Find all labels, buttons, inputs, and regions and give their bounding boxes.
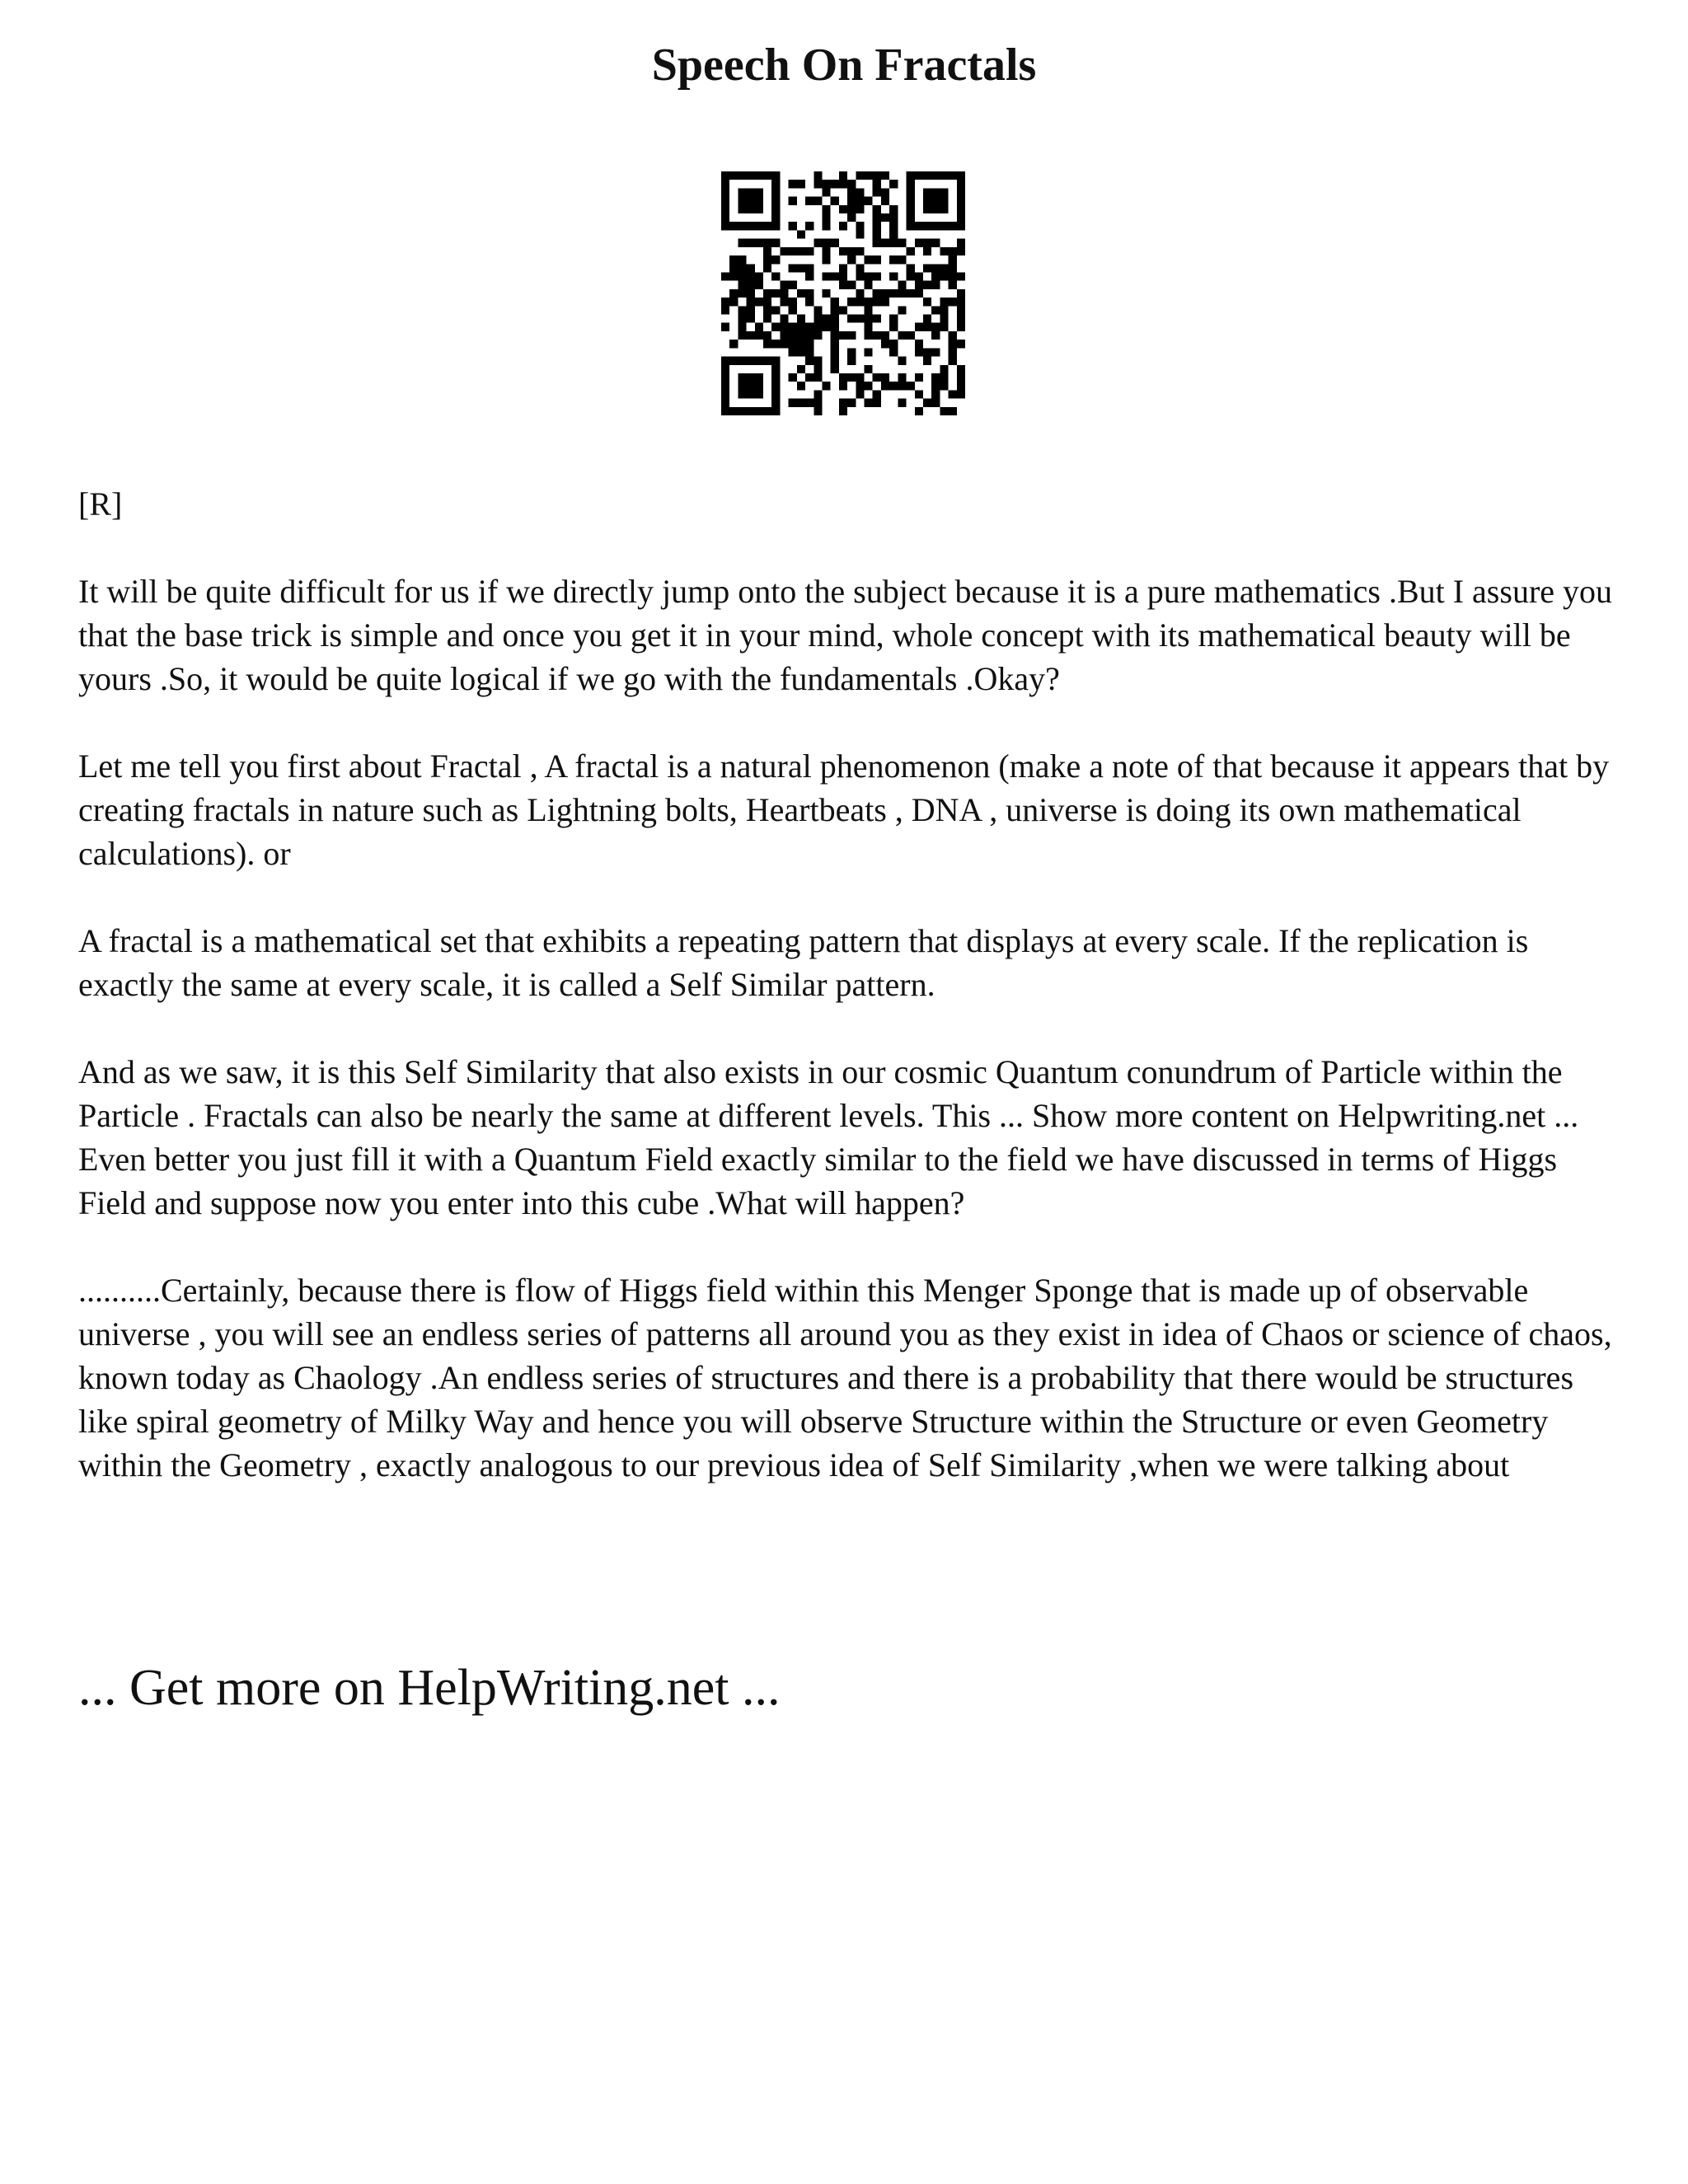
- paragraph: Even better you just fill it with a Quantum Field exactly similar to the field we have discussed in terms of Higgs Field and suppose now you enter into this cube .What will happen?: [78, 1141, 1558, 1221]
- paragraph: A fractal is a mathematical set that exhibits a repeating pattern that displays at every scale. If the replication is exactly the same at every scale, it is called a Self Similar pattern.: [78, 922, 1529, 1003]
- paragraph: Let me tell you first about Fractal , A fractal is a natural phenomenon (make a note of that because it appears that by creating fractals in nature such as Lightning bolts, Heartbeats , DNA , universe is doing its own mathematical calculations). or: [78, 748, 1610, 872]
- get-more-link[interactable]: ... Get more on HelpWriting.net ...: [78, 1660, 781, 1716]
- paragraph: It will be quite difficult for us if we directly jump onto the subject because it is a pure mathematics .But I assure you that the base trick is simple and once you get it in your mind, whole concept with its mathematical beauty will be yours .So, it would be quite logical if we go with the fundamentals .Okay?: [78, 573, 1613, 697]
- paragraph: And as we saw, it is this Self Similarity that also exists in our cosmic Quantum conundrum of Particle within the Particle . Fractals can also be nearly the same at different levels. This ... Show more content on Helpwriting.net ...: [78, 1053, 1579, 1134]
- document-body: [78, 482, 1628, 1530]
- marker-text: [R]: [78, 485, 123, 523]
- page-title: Speech On Fractals: [651, 40, 1037, 91]
- paragraph: ..........Certainly, because there is flow of Higgs field within this Menger Sponge that is made up of observable universe , you will see an endless series of patterns all around you as they exist in idea of Chaos or science of chaos, known today as Chaology .An endless series of structures and there is a probability that there would be structures like spiral geometry of Milky Way and hence you will observe Structure within the Structure or even Geometry within the Geometry , exactly analogous to our previous idea of Self Similarity ,when we were talking about: [78, 1272, 1612, 1483]
- qr-code-icon: [721, 171, 965, 415]
